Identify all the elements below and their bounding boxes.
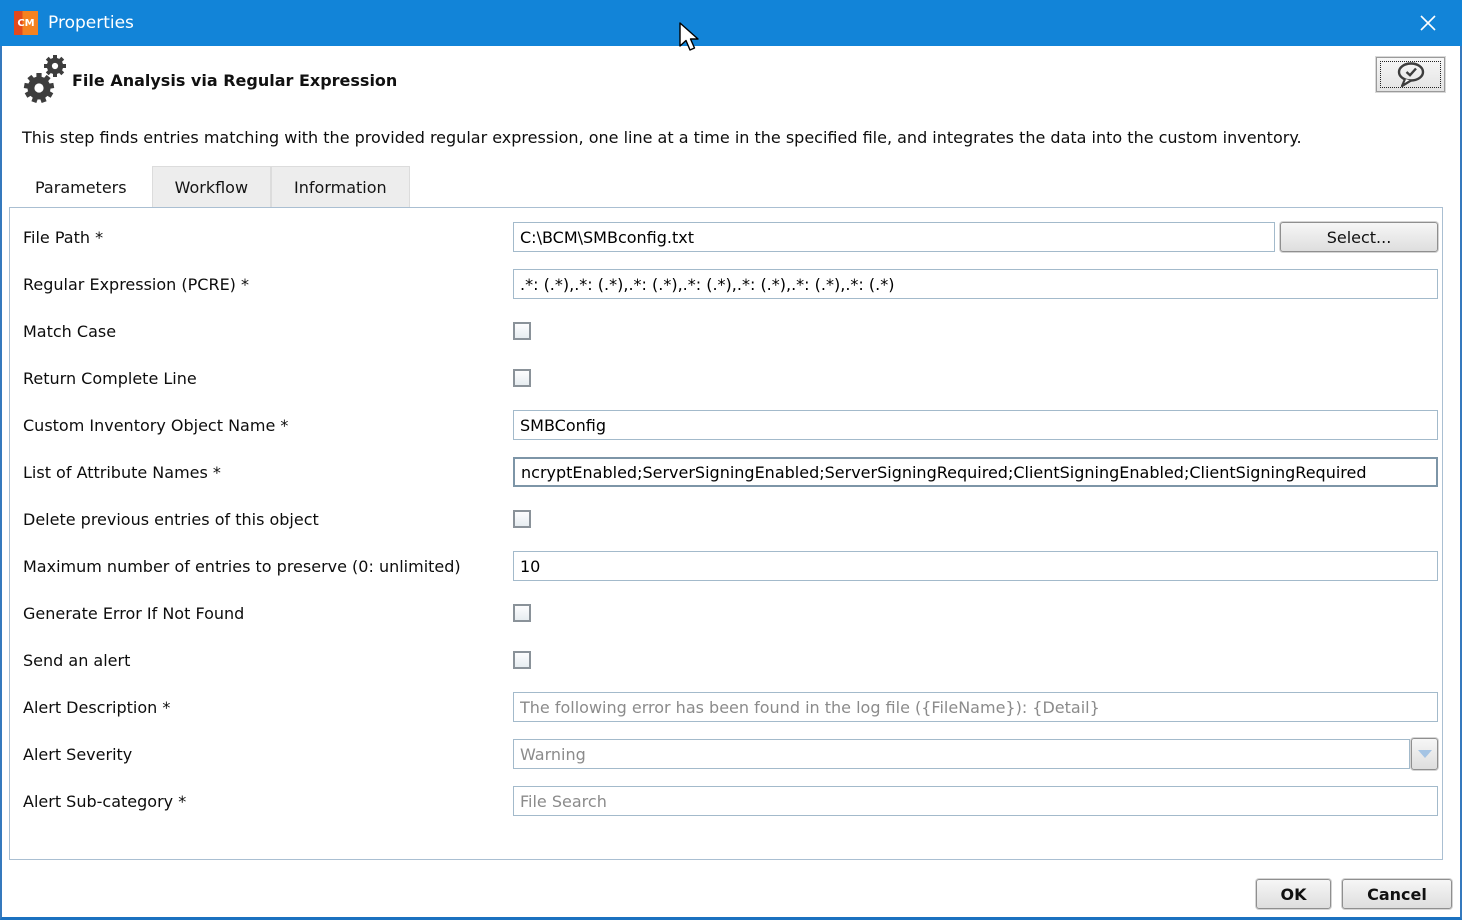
alert-description-input[interactable]	[513, 692, 1438, 722]
dialog-footer	[1256, 879, 1452, 909]
titlebar	[0, 0, 1462, 46]
generate-error-checkbox[interactable]	[513, 604, 531, 622]
select-file-button[interactable]: Select...	[1280, 222, 1438, 252]
list-of-attribute-names-label: List of Attribute Names *	[23, 462, 221, 482]
delete-previous-entries-checkbox[interactable]	[513, 510, 531, 528]
tab-workflow[interactable]: Workflow	[152, 166, 271, 207]
parameters-panel	[9, 207, 1443, 860]
max-entries-row	[23, 551, 1438, 581]
alert-severity-row	[23, 739, 1438, 769]
send-an-alert-label: Send an alert	[23, 650, 131, 670]
list-of-attribute-names-input[interactable]	[513, 457, 1438, 487]
max-entries-input[interactable]	[513, 551, 1438, 581]
alert-severity-input[interactable]	[513, 739, 1410, 769]
tab-parameters[interactable]: Parameters	[10, 166, 152, 207]
file-path-input[interactable]	[513, 222, 1275, 252]
close-button[interactable]	[1408, 3, 1448, 43]
custom-inventory-object-name-label: Custom Inventory Object Name *	[23, 415, 289, 435]
alert-subcategory-row	[23, 786, 1438, 816]
tab-bar	[10, 166, 410, 207]
alert-subcategory-label: Alert Sub-category *	[23, 791, 187, 811]
ok-button[interactable]: OK	[1256, 879, 1331, 909]
page-title: File Analysis via Regular Expression	[72, 71, 398, 90]
focus-ring	[1380, 61, 1441, 88]
step-description: This step finds entries matching with the provided regular expression, one line at a time in the specified file, and integrates the data into the custom inventory.	[22, 128, 1302, 147]
regex-label: Regular Expression (PCRE) *	[23, 274, 250, 294]
custom-inventory-object-name-input[interactable]	[513, 410, 1438, 440]
return-complete-line-label: Return Complete Line	[23, 368, 197, 388]
file-path-label: File Path *	[23, 227, 104, 247]
file-path-row	[23, 222, 1438, 252]
regex-row	[23, 269, 1438, 299]
return-complete-line-checkbox[interactable]	[513, 369, 531, 387]
alert-subcategory-input[interactable]	[513, 786, 1438, 816]
return-complete-line-row	[23, 363, 1438, 393]
match-case-row	[23, 316, 1438, 346]
generate-error-row	[23, 598, 1438, 628]
list-of-attribute-names-row	[23, 457, 1438, 487]
send-an-alert-checkbox[interactable]	[513, 651, 531, 669]
close-icon	[1418, 13, 1438, 33]
max-entries-label: Maximum number of entries to preserve (0: unlimited)	[23, 556, 461, 576]
feedback-button[interactable]	[1376, 57, 1445, 92]
speech-bubble-check-icon	[1394, 62, 1428, 88]
generate-error-label: Generate Error If Not Found	[23, 603, 245, 623]
send-an-alert-row	[23, 645, 1438, 675]
alert-severity-label: Alert Severity	[23, 744, 133, 764]
match-case-checkbox[interactable]	[513, 322, 531, 340]
app-logo-icon: CM	[14, 11, 38, 35]
custom-inventory-object-name-row	[23, 410, 1438, 440]
alert-severity-dropdown-button[interactable]	[1411, 738, 1438, 770]
match-case-label: Match Case	[23, 321, 117, 341]
tab-information[interactable]: Information	[271, 166, 410, 207]
cancel-button[interactable]: Cancel	[1342, 879, 1452, 909]
regex-input[interactable]	[513, 269, 1438, 299]
delete-previous-entries-label: Delete previous entries of this object	[23, 509, 319, 529]
alert-description-row	[23, 692, 1438, 722]
alert-description-label: Alert Description *	[23, 697, 171, 717]
chevron-down-icon	[1418, 750, 1432, 758]
window-title: Properties	[48, 13, 134, 33]
gears-icon	[18, 50, 72, 112]
delete-previous-entries-row	[23, 504, 1438, 534]
